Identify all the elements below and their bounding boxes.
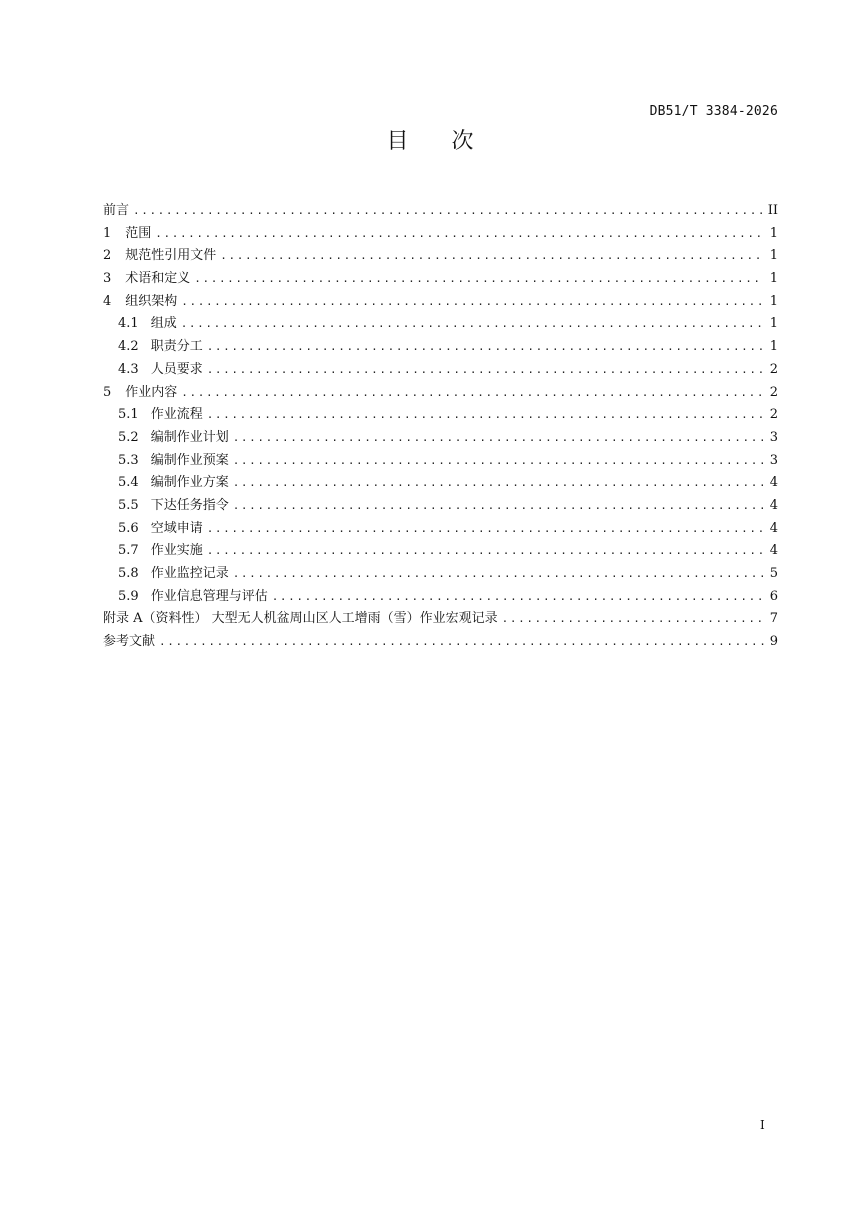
toc-dot-leader	[181, 313, 764, 336]
toc-entry-number: 5.6	[118, 520, 139, 536]
toc-entry-number: 5.4	[118, 475, 139, 491]
toc-entry-number: 5.5	[118, 497, 139, 513]
toc-entry[interactable]	[103, 245, 778, 268]
toc-entry[interactable]	[103, 404, 778, 427]
toc-entry-title: 下达任务指令	[150, 497, 229, 513]
toc-entry-page: 3	[769, 452, 778, 468]
toc-entry-title: 人员要求	[150, 361, 203, 377]
toc-entry[interactable]	[103, 540, 778, 563]
toc-entry-number: 1	[103, 225, 112, 241]
toc-entry[interactable]	[103, 291, 778, 314]
toc-dot-leader	[233, 472, 764, 495]
toc-entry-title: 空域申请	[150, 520, 203, 536]
toc-entry-page: 1	[769, 225, 778, 241]
toc-entry[interactable]	[103, 382, 778, 405]
toc-entry-page: 3	[769, 429, 778, 445]
toc-entry[interactable]	[103, 313, 778, 336]
toc-entry-page: 4	[769, 520, 778, 536]
toc-entry-page: 1	[769, 271, 778, 287]
toc-entry-page: 6	[769, 588, 778, 604]
toc-entry[interactable]	[103, 223, 778, 246]
page-number: I	[760, 1118, 765, 1132]
toc-dot-leader	[207, 336, 764, 359]
toc-entry-page: 2	[769, 407, 778, 423]
toc-dot-leader	[233, 563, 764, 586]
toc-dot-leader	[502, 608, 764, 631]
document-code: DB51/T 3384-2026	[649, 104, 778, 119]
toc-dot-leader	[181, 291, 764, 314]
toc-dot-leader	[207, 404, 764, 427]
toc-entry-page: 7	[769, 611, 778, 627]
toc-dot-leader	[207, 518, 764, 541]
toc-entry[interactable]	[103, 608, 778, 631]
toc-entry-title: 作业内容	[125, 384, 178, 400]
toc-entry-page: 4	[769, 497, 778, 513]
toc-entry-page: 4	[769, 543, 778, 559]
toc-dot-leader	[272, 586, 764, 609]
toc-entry-number: 5.8	[118, 566, 139, 581]
toc-dot-leader	[194, 268, 764, 291]
toc-entry-title: 编制作业计划	[150, 429, 229, 445]
toc-entry-number: 5.2	[118, 429, 139, 445]
toc-dot-leader	[207, 540, 764, 563]
table-of-contents	[103, 200, 778, 654]
toc-entry[interactable]	[103, 472, 778, 495]
toc-entry-page: 1	[769, 339, 778, 355]
toc-entry-number: 5	[103, 384, 112, 400]
toc-entry-number: 5.7	[118, 543, 139, 559]
toc-entry[interactable]	[103, 495, 778, 518]
toc-entry[interactable]	[103, 336, 778, 359]
toc-entry-number: 5.9	[118, 588, 139, 604]
toc-entry[interactable]	[103, 586, 778, 609]
toc-entry[interactable]	[103, 450, 778, 473]
toc-entry-title: 附录 A（资料性） 大型无人机盆周山区人工增雨（雪）作业宏观记录	[103, 611, 498, 627]
toc-entry-title: 作业信息管理与评估	[150, 588, 268, 604]
toc-entry-number: 5.3	[118, 452, 139, 468]
toc-entry-number: 3	[103, 271, 112, 287]
toc-entry-page: 1	[769, 316, 778, 332]
toc-entry-title: 编制作业方案	[150, 475, 229, 491]
toc-entry-page: 4	[769, 475, 778, 491]
toc-dot-leader	[133, 200, 764, 223]
toc-entry-title: 作业实施	[150, 543, 203, 559]
toc-dot-leader	[233, 450, 764, 473]
toc-dot-leader	[207, 359, 764, 382]
toc-entry-page: 5	[769, 566, 778, 581]
toc-dot-leader	[233, 427, 764, 450]
toc-dot-leader	[155, 223, 764, 246]
toc-entry-page: 1	[769, 248, 778, 264]
toc-title: 目 次	[386, 129, 492, 154]
toc-entry-title: 组织架构	[125, 293, 178, 309]
toc-entry-page: II	[767, 203, 778, 218]
toc-entry-number: 4.2	[118, 339, 139, 355]
toc-entry-number: 5.1	[118, 407, 139, 423]
toc-entry-title: 职责分工	[150, 339, 203, 355]
toc-entry-page: 9	[769, 634, 778, 650]
toc-entry-number: 2	[103, 248, 112, 264]
toc-entry[interactable]	[103, 427, 778, 450]
toc-dot-leader	[220, 245, 764, 268]
toc-entry[interactable]	[103, 268, 778, 291]
toc-dot-leader	[181, 382, 764, 405]
toc-entry-number: 4.1	[118, 316, 139, 332]
toc-entry[interactable]	[103, 518, 778, 541]
toc-entry-title: 规范性引用文件	[125, 248, 217, 264]
toc-entry-number: 4	[103, 293, 112, 309]
toc-dot-leader	[159, 631, 764, 654]
toc-entry-page: 2	[769, 384, 778, 400]
toc-entry-title: 编制作业预案	[150, 452, 229, 468]
toc-dot-leader	[233, 495, 764, 518]
toc-entry-title: 术语和定义	[125, 271, 191, 287]
toc-entry[interactable]	[103, 359, 778, 382]
toc-entry-title: 作业流程	[150, 407, 203, 423]
toc-entry-title: 前言	[103, 203, 130, 218]
toc-entry-title: 组成	[150, 316, 177, 332]
toc-entry[interactable]	[103, 631, 778, 654]
toc-entry[interactable]	[103, 563, 778, 586]
toc-entry-number: 4.3	[118, 361, 139, 377]
toc-entry-title: 作业监控记录	[150, 566, 229, 581]
toc-entry-title: 范围	[125, 225, 152, 241]
toc-entry-page: 1	[769, 293, 778, 309]
toc-entry-title: 参考文献	[103, 634, 156, 650]
toc-entry-page: 2	[769, 361, 778, 377]
toc-entry[interactable]	[103, 200, 778, 223]
